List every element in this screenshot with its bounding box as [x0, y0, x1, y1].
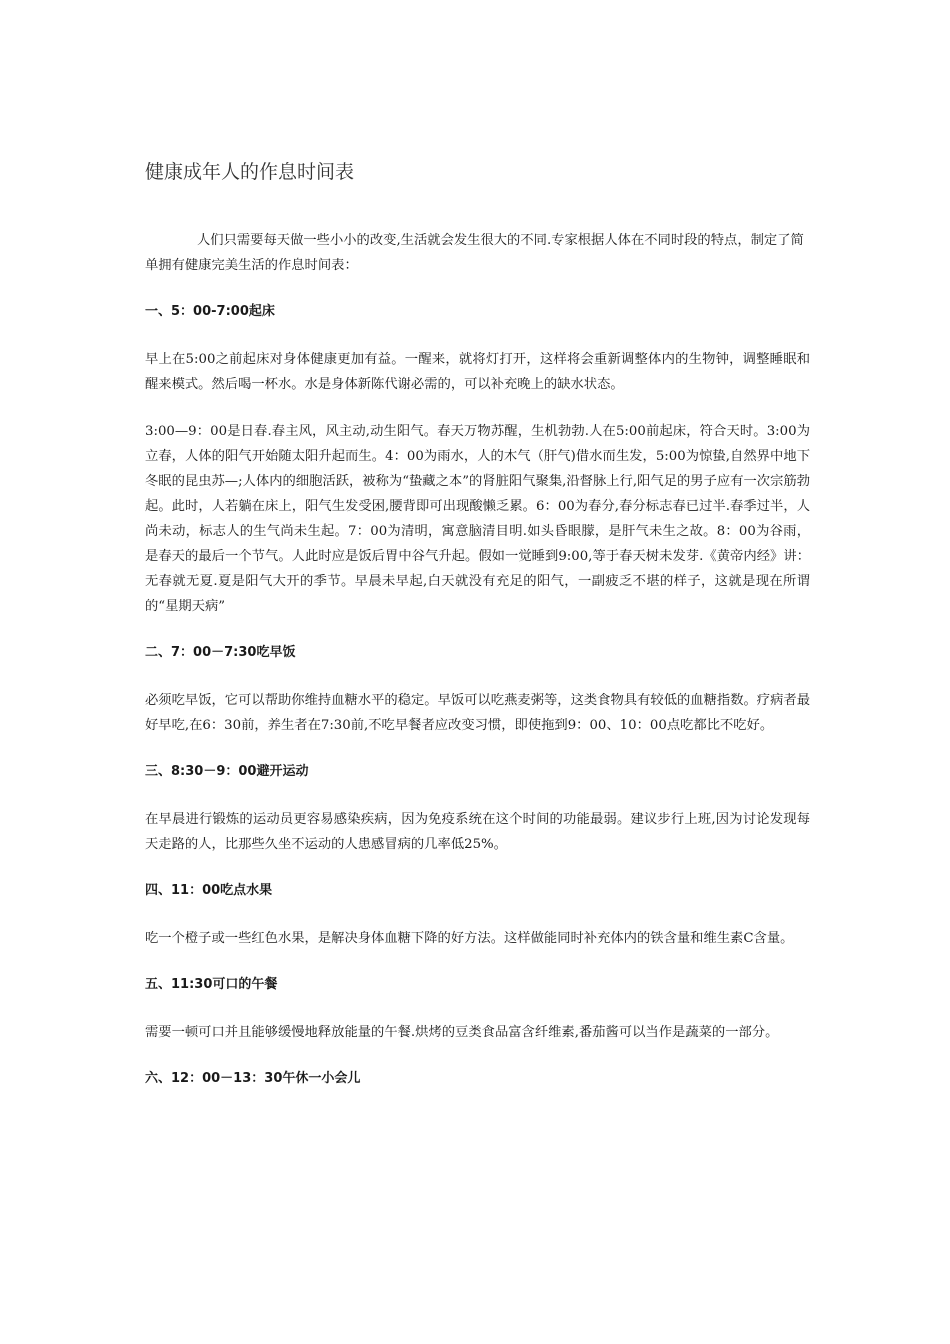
section-heading: 五、11:30可口的午餐	[145, 977, 278, 992]
section-paragraph: 吃一个橙子或一些红色水果，是解决身体血糖下降的好方法。这样做能同时补充体内的铁含量和维生素C含量。	[145, 931, 794, 946]
section-paragraph: 早上在5:00之前起床对身体健康更加有益。一醒来，就将灯打开，这样将会重新调整体内的生物钟，调整睡眠和醒来模式。然后喝一杯水。水是身体新陈代谢必需的，可以补充晚上的缺水状态。	[145, 352, 810, 392]
section-heading: 二、7：00－7:30吃早饭	[145, 645, 296, 660]
section-breakfast	[145, 641, 810, 738]
section-paragraph: 3:00—9：00是日春.春主风，风主动,动生阳气。春天万物苏醒，生机勃勃.人在5:00前起床，符合天时。3:00为立春，人体的阳气开始随太阳升起而生。4：00为雨水，人的木气（肝气)借水而生发，5:00为惊蛰,自然界中地下冬眠的昆虫苏—;人体内的细胞活跃，被称为“蛰藏之本”的肾脏阳气聚集,沿督脉上行,阳气足的男子应有一次宗筋勃起。此时，人若躺在床上，阳气生发受困,腰背即可出现酸懒乏累。6：00为春分,春分标志春已过半.春季过半，人尚未动，标志人的生气尚未生起。7：00为清明，寓意脑清目明.如头昏眼朦，是肝气未生之故。8：00为谷雨，是春天的最后一个节气。人此时应是饭后胃中谷气升起。假如一觉睡到9:00,等于春天树未发芽.《黄帝内经》讲：无春就无夏.夏是阳气大开的季节。早晨未早起,白天就没有充足的阳气，一副疲乏不堪的样子，这就是现在所谓的“星期天病”	[145, 424, 810, 614]
section-paragraph: 必须吃早饭，它可以帮助你维持血糖水平的稳定。早饭可以吃燕麦粥等，这类食物具有较低的血糖指数。疗病者最好早吃,在6：30前，养生者在7:30前,不吃早餐者应改变习惯，即使拖到9：00、10：00点吃都比不吃好。	[145, 693, 810, 733]
section-lunch	[145, 973, 810, 1045]
intro-paragraph: 人们只需要每天做一些小小的改变,生活就会发生很大的不同.专家根据人体在不同时段的特点，制定了简单拥有健康完美生活的作息时间表：	[145, 233, 804, 273]
section-heading: 三、8:30－9：00避开运动	[145, 764, 309, 779]
section-heading: 四、11：00吃点水果	[145, 883, 273, 898]
document-title: 健康成年人的作息时间表	[145, 161, 355, 183]
section-paragraph: 需要一顿可口并且能够缓慢地释放能量的午餐.烘烤的豆类食品富含纤维素,番茄酱可以当作是蔬菜的一部分。	[145, 1025, 779, 1040]
section-wake-up	[145, 300, 810, 619]
section-paragraph: 在早晨进行锻炼的运动员更容易感染疾病，因为免疫系统在这个时间的功能最弱。建议步行上班,因为讨论发现每天走路的人，比那些久坐不运动的人患感冒病的几率低25%。	[145, 812, 810, 852]
section-avoid-exercise	[145, 760, 810, 857]
section-heading: 一、5：00-7:00起床	[145, 304, 275, 319]
section-heading: 六、12：00－13：30午休一小会儿	[145, 1071, 361, 1086]
document-body	[145, 158, 810, 1114]
section-nap	[145, 1067, 810, 1091]
section-fruit	[145, 879, 810, 951]
